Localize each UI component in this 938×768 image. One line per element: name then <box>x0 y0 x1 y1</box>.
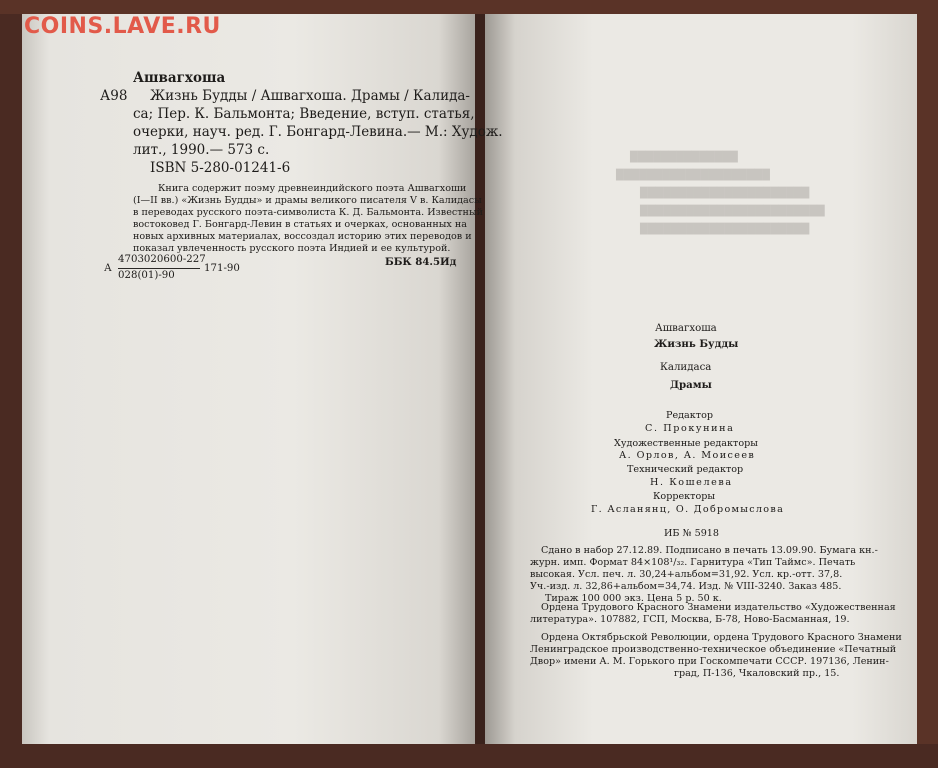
bbk-code: ББК 84.5Ид <box>385 256 457 268</box>
printer-line: град, П-136, Чкаловский пр., 15. <box>674 668 840 679</box>
annotation-line: новых архивных материалах, воссоздал историю этих переводов и <box>133 231 472 242</box>
author-name-2: Калидаса <box>660 362 712 373</box>
index-fraction-line <box>118 268 200 269</box>
credit-names: С. Прокунина <box>645 423 735 434</box>
annotation-line: (I—II вв.) «Жизнь Будды» и драмы великого писателя V в. Калидасы <box>133 195 482 206</box>
credit-role: Редактор <box>666 410 713 421</box>
credit-names: А. Орлов, А. Моисеев <box>619 450 756 461</box>
biblio-line: очерки, науч. ред. Г. Бонгард-Левина.— М.: Худож. <box>133 124 503 140</box>
book-cover-top-edge <box>0 0 938 14</box>
ib-number: ИБ № 5918 <box>664 528 720 539</box>
title-life-of-buddha: Жизнь Будды <box>654 338 739 350</box>
annotation-line: Книга содержит поэму древнеиндийского поэта Ашвагхоши <box>158 183 467 194</box>
credit-names: Н. Кошелева <box>650 477 733 488</box>
title-dramas: Драмы <box>670 379 712 391</box>
credit-role: Художественные редакторы <box>614 438 758 449</box>
show-through-text: ██████████████████████ <box>640 188 810 199</box>
annotation-line: показал увлеченность русского поэта Индией и ее культурой. <box>133 243 451 254</box>
show-through-text: ████████████████████████ <box>640 206 825 217</box>
show-through-text: ██████████████ <box>630 152 738 163</box>
index-bottom: 028(01)-90 <box>118 270 175 281</box>
print-data-line: журн. имп. Формат 84×108¹/₃₂. Гарнитура «Тип Таймс». Печать <box>530 557 856 568</box>
biblio-line: са; Пер. К. Бальмонта; Введение, вступ. статья, <box>133 106 475 122</box>
printer-line: Двор» имени А. М. Горького при Госкомпечати СССР. 197136, Ленин- <box>530 656 889 667</box>
printer-line: Ленинградское производственно-техническое объединение «Печатный <box>530 644 897 655</box>
watermark: COINS.LAVE.RU <box>24 14 221 39</box>
publisher-line: литература». 107882, ГСП, Москва, Б-78, Ново-Басманная, 19. <box>530 614 850 625</box>
book-cover-bottom-edge <box>0 744 938 768</box>
publisher-line: Ордена Трудового Красного Знамени издательство «Художественная <box>541 602 896 613</box>
print-data-line: высокая. Усл. печ. л. 30,24+альбом=31,92. Усл. кр.-отт. 37,8. <box>530 569 843 580</box>
isbn: ISBN 5-280-01241-6 <box>150 160 291 176</box>
biblio-line: Жизнь Будды / Ашвагхоша. Драмы / Калида- <box>150 88 470 104</box>
credit-role: Корректоры <box>653 491 716 502</box>
credit-role: Технический редактор <box>627 464 744 475</box>
print-data-line: Тираж 100 000 экз. Цена 5 р. 50 к. <box>545 593 722 604</box>
show-through-text: ████████████████████ <box>616 170 770 181</box>
printer-line: Ордена Октябрьской Революции, ордена Трудового Красного Знамени <box>541 632 902 643</box>
index-letter: А <box>104 263 112 274</box>
biblio-line: лит., 1990.— 573 с. <box>133 142 270 158</box>
credit-names: Г. Асланянц, О. Добромыслова <box>591 504 785 515</box>
index-top: 4703020600-227 <box>118 254 206 265</box>
book-cover-right-edge <box>917 14 938 744</box>
author-heading: Ашвагхоша <box>133 70 226 86</box>
print-data-line: Уч.-изд. л. 32,86+альбом=34,74. Изд. № VIII-3240. Заказ 485. <box>530 581 842 592</box>
show-through-text: ██████████████████████ <box>640 224 810 235</box>
annotation-line: в переводах русского поэта-символиста К. Д. Бальмонта. Известный <box>133 207 483 218</box>
print-data-line: Сдано в набор 27.12.89. Подписано в печать 13.09.90. Бумага кн.- <box>541 545 878 556</box>
shelf-code: А98 <box>100 88 128 104</box>
author-name: Ашвагхоша <box>655 323 717 334</box>
index-suffix: 171-90 <box>204 263 240 274</box>
annotation-line: востоковед Г. Бонгард-Левин в статьях и очерках, основанных на <box>133 219 468 230</box>
